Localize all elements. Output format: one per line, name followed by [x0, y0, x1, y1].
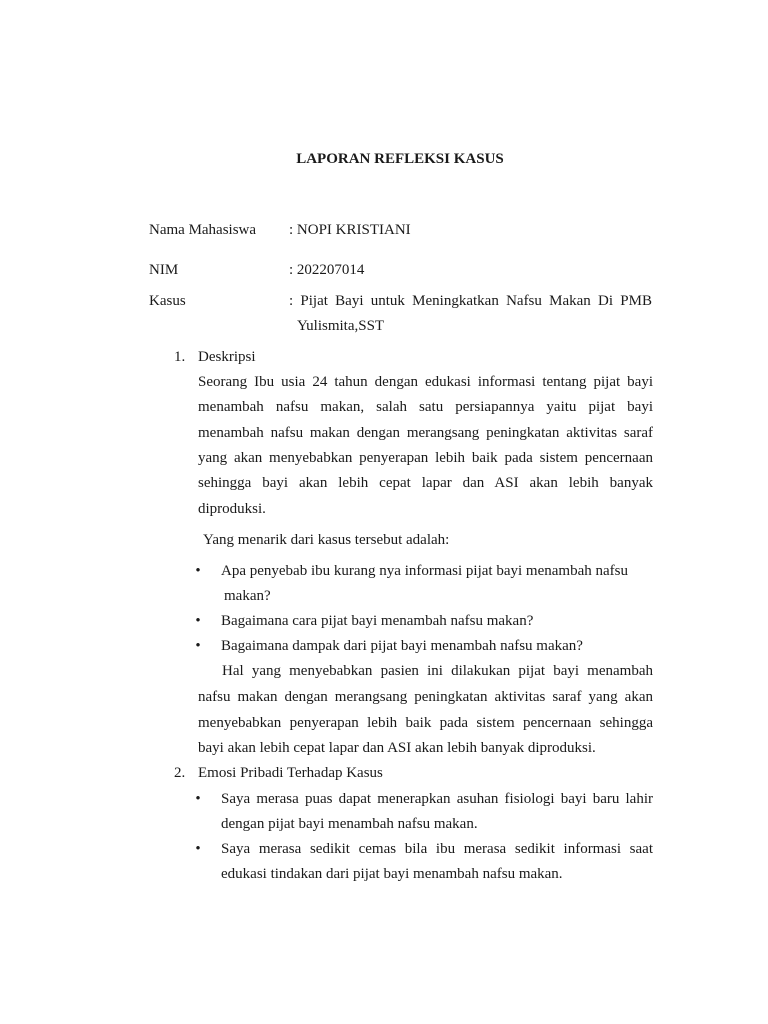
bullet-item-continued: makan?: [224, 588, 271, 604]
bullet-item: Apa penyebab ibu kurang nya informasi pijat bayi menambah nafsu: [221, 563, 628, 579]
section1-paragraph-line: menambah nafsu makan dengan merangsang peningkatan aktivitas saraf: [198, 425, 653, 441]
bullet-item: Bagaimana dampak dari pijat bayi menambah nafsu makan?: [221, 638, 583, 654]
bullet-icon: •: [195, 613, 201, 629]
bullet-icon: •: [195, 791, 201, 807]
bullet-icon: •: [195, 563, 201, 579]
section1-paragraph-line: sehingga bayi akan lebih cepat lapar dan ASI akan lebih banyak: [198, 475, 653, 491]
kasus-label: Kasus: [149, 293, 186, 309]
kasus-value-line2: Yulismita,SST: [297, 318, 385, 334]
section1-heading: Deskripsi: [198, 349, 256, 365]
closing-line: Hal yang menyebabkan pasien ini dilakukan pijat bayi menambah: [222, 663, 653, 679]
bullet-icon: •: [195, 638, 201, 654]
nama-label: Nama Mahasiswa: [149, 222, 257, 238]
page-title: LAPORAN REFLEKSI KASUS: [296, 151, 504, 167]
bullet-item: Bagaimana cara pijat bayi menambah nafsu makan?: [221, 613, 534, 629]
section2-number: 2.: [174, 765, 186, 781]
section2-heading: Emosi Pribadi Terhadap Kasus: [198, 765, 383, 781]
bullet-item: Saya merasa sedikit cemas bila ibu merasa sedikit informasi saat: [221, 841, 653, 857]
interesting-intro: Yang menarik dari kasus tersebut adalah:: [203, 532, 450, 548]
closing-line: menyebabkan penyerapan lebih baik pada sistem pencernaan sehingga: [198, 715, 653, 731]
closing-line: bayi akan lebih cepat lapar dan ASI akan lebih banyak diproduksi.: [198, 740, 596, 756]
closing-line: nafsu makan dengan merangsang peningkatan aktivitas saraf yang akan: [198, 689, 653, 705]
section1-paragraph-line: yang akan menyebabkan penyerapan lebih baik pada sistem pencernaan: [198, 450, 653, 466]
nim-label: NIM: [149, 262, 179, 278]
section1-number: 1.: [174, 349, 186, 365]
kasus-value-line1: : Pijat Bayi untuk Meningkatkan Nafsu Makan Di PMB: [289, 293, 652, 309]
section1-paragraph-line: diproduksi.: [198, 501, 266, 517]
bullet-item-continued: edukasi tindakan dari pijat bayi menambah nafsu makan.: [221, 866, 563, 882]
nim-value: : 202207014: [289, 262, 365, 278]
nama-value: : NOPI KRISTIANI: [289, 222, 411, 238]
section1-paragraph-line: Seorang Ibu usia 24 tahun dengan edukasi informasi tentang pijat bayi: [198, 374, 653, 390]
section1-paragraph-line: menambah nafsu makan, salah satu persiapannya yaitu pijat bayi: [198, 399, 653, 415]
bullet-icon: •: [195, 841, 201, 857]
bullet-item: Saya merasa puas dapat menerapkan asuhan fisiologi bayi baru lahir: [221, 791, 653, 807]
bullet-item-continued: dengan pijat bayi menambah nafsu makan.: [221, 816, 478, 832]
